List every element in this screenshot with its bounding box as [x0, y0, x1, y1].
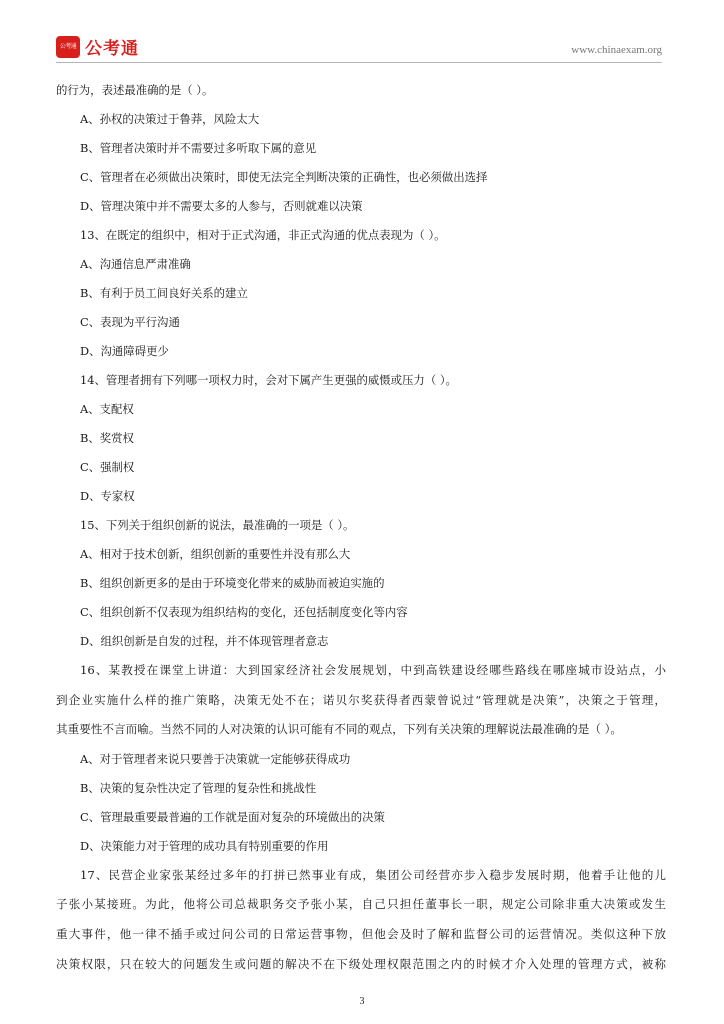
question-17-stem-line-3: 重大事件，他一律不插手或过问公司的日常运营事物，但他会及时了解和监督公司的运营情况。类似这种下放	[56, 926, 666, 941]
question-17-stem-line-1: 17、民营企业家张某经过多年的打拼已然事业有成，集团公司经营亦步入稳步发展时期，他着手让他的儿	[80, 867, 666, 882]
question-15-stem: 15、下列关于组织创新的说法，最准确的一项是（ ）。	[80, 518, 355, 532]
question-13-stem: 13、在既定的组织中，相对于正式沟通，非正式沟通的优点表现为（ ）。	[80, 228, 446, 242]
question-12-option-a: A、孙权的决策过于鲁莽，风险太大	[80, 112, 260, 126]
logo-text: 公考通	[85, 39, 139, 59]
page-header	[56, 34, 662, 62]
question-15-option-b: B、组织创新更多的是由于环境变化带来的威胁而被迫实施的	[80, 576, 385, 590]
header-divider	[56, 62, 662, 63]
page-number: 3	[359, 996, 365, 1007]
question-12-stem-end: 的行为，表述最准确的是（ ）。	[56, 83, 214, 97]
site-url[interactable]: www.chinaexam.org	[571, 44, 662, 56]
question-13-option-c: C、表现为平行沟通	[80, 315, 180, 329]
question-16-option-a: A、对于管理者来说只要善于决策就一定能够获得成功	[80, 751, 351, 766]
question-13-option-d: D、沟通障碍更少	[80, 344, 169, 358]
document-body	[56, 76, 666, 979]
question-14-option-c: C、强制权	[80, 460, 135, 474]
question-13-option-a: A、沟通信息严肃准确	[80, 257, 191, 271]
question-14-option-a: A、支配权	[80, 402, 134, 416]
question-16-option-d: D、决策能力对于管理的成功具有特别重要的作用	[80, 838, 329, 853]
question-13-option-b: B、有利于员工间良好关系的建立	[80, 286, 248, 300]
question-15-option-c: C、组织创新不仅表现为组织结构的变化，还包括制度变化等内容	[80, 605, 408, 619]
brand-logo[interactable]	[56, 34, 139, 59]
question-14-option-b: B、奖赏权	[80, 431, 134, 445]
question-16-stem-line-3: 其重要性不言而喻。当然不同的人对决策的认识可能有不同的观点，下列有关决策的理解说法最准确的是（ ）。	[56, 722, 622, 737]
question-15-option-a: A、相对于技术创新，组织创新的重要性并没有那么大	[80, 547, 351, 561]
question-15-option-d: D、组织创新是自发的过程，并不体现管理者意志	[80, 634, 329, 648]
question-16-stem-line-2: 到企业实施什么样的推广策略，决策无处不在；诺贝尔奖获得者西蒙曾说过“管理就是决策”，决策之于管理，	[56, 692, 666, 707]
question-16-stem-line-1: 16、某教授在课堂上讲道：大到国家经济社会发展规划，中到高铁建设经哪些路线在哪座城市设站点，小	[80, 663, 666, 677]
question-12-option-b: B、管理者决策时并不需要过多听取下属的意见	[80, 141, 317, 155]
question-14-stem: 14、管理者拥有下列哪一项权力时，会对下属产生更强的威慑或压力（ ）。	[80, 373, 457, 387]
question-17-stem-line-2: 子张小某接班。为此，他将公司总裁职务交予张小某，自己只担任董事长一职，规定公司除非重大决策或发生	[56, 897, 666, 912]
question-14-option-d: D、专家权	[80, 489, 135, 503]
question-12-option-d: D、管理决策中并不需要太多的人参与，否则就难以决策	[80, 199, 363, 213]
question-16-option-c: C、管理最重要最普遍的工作就是面对复杂的环境做出的决策	[80, 809, 385, 824]
question-17-stem-line-4: 决策权限，只在较大的问题发生或问题的解决不在下级处理权限范围之内的时候才介入处理的管理方式，被称	[56, 956, 666, 971]
question-16-option-b: B、决策的复杂性决定了管理的复杂性和挑战性	[80, 780, 317, 795]
logo-badge-icon: 公考通	[56, 36, 80, 58]
question-12-option-c: C、管理者在必须做出决策时，即使无法完全判断决策的正确性，也必须做出选择	[80, 170, 488, 184]
